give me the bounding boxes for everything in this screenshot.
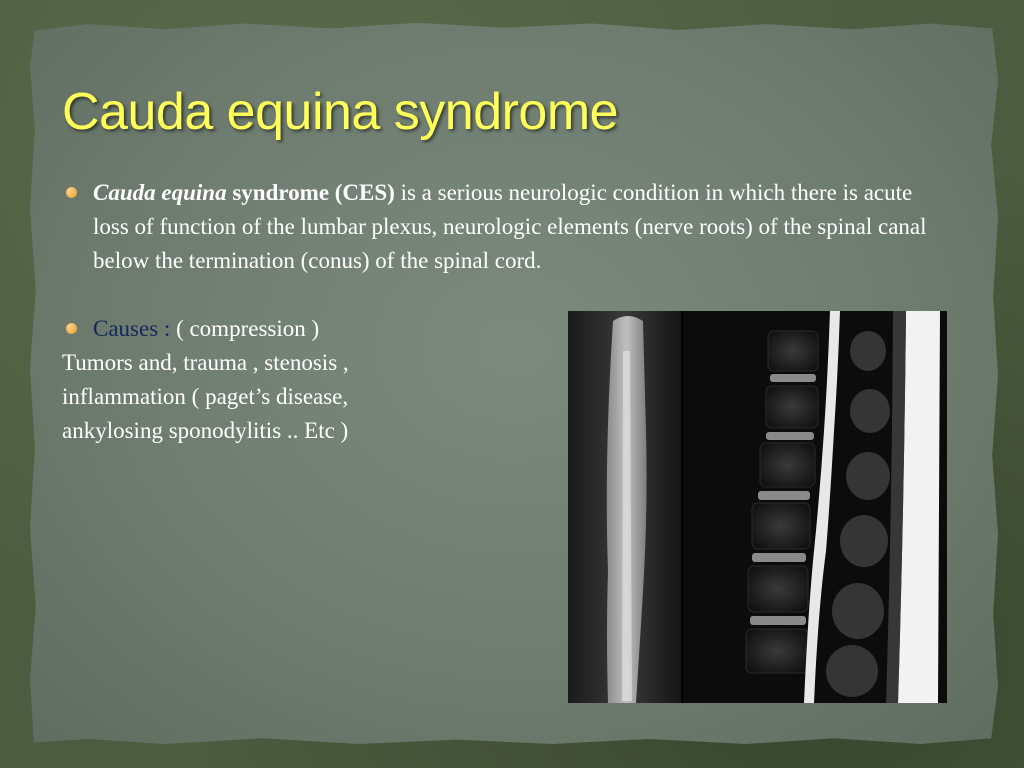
slide-title: Cauda equina syndrome xyxy=(62,83,619,141)
bullet-definition xyxy=(62,176,943,278)
spine-mri-drawing xyxy=(568,311,947,703)
bullet-dot-icon xyxy=(66,323,77,334)
definition-text: is a serious neurologic condition in which there is acute loss of function of the lumbar plexus, neurologic elements (nerve roots) of the spinal canal below the termination (conus) of the spinal cord. xyxy=(93,180,927,273)
term-italic: Cauda equina xyxy=(93,180,227,205)
causes-line-2: inflammation ( paget’s disease, xyxy=(62,384,349,409)
spine-mri-image xyxy=(568,311,947,703)
bullet-dot-icon xyxy=(66,187,77,198)
term-bold: syndrome (CES) xyxy=(226,180,395,205)
causes-label: Causes : xyxy=(93,316,177,341)
causes-line-1: Tumors and, trauma , stenosis , xyxy=(62,350,349,375)
causes-line-3: ankylosing sponodylitis .. Etc ) xyxy=(62,418,349,443)
causes-text: ( compression ) xyxy=(176,316,320,341)
